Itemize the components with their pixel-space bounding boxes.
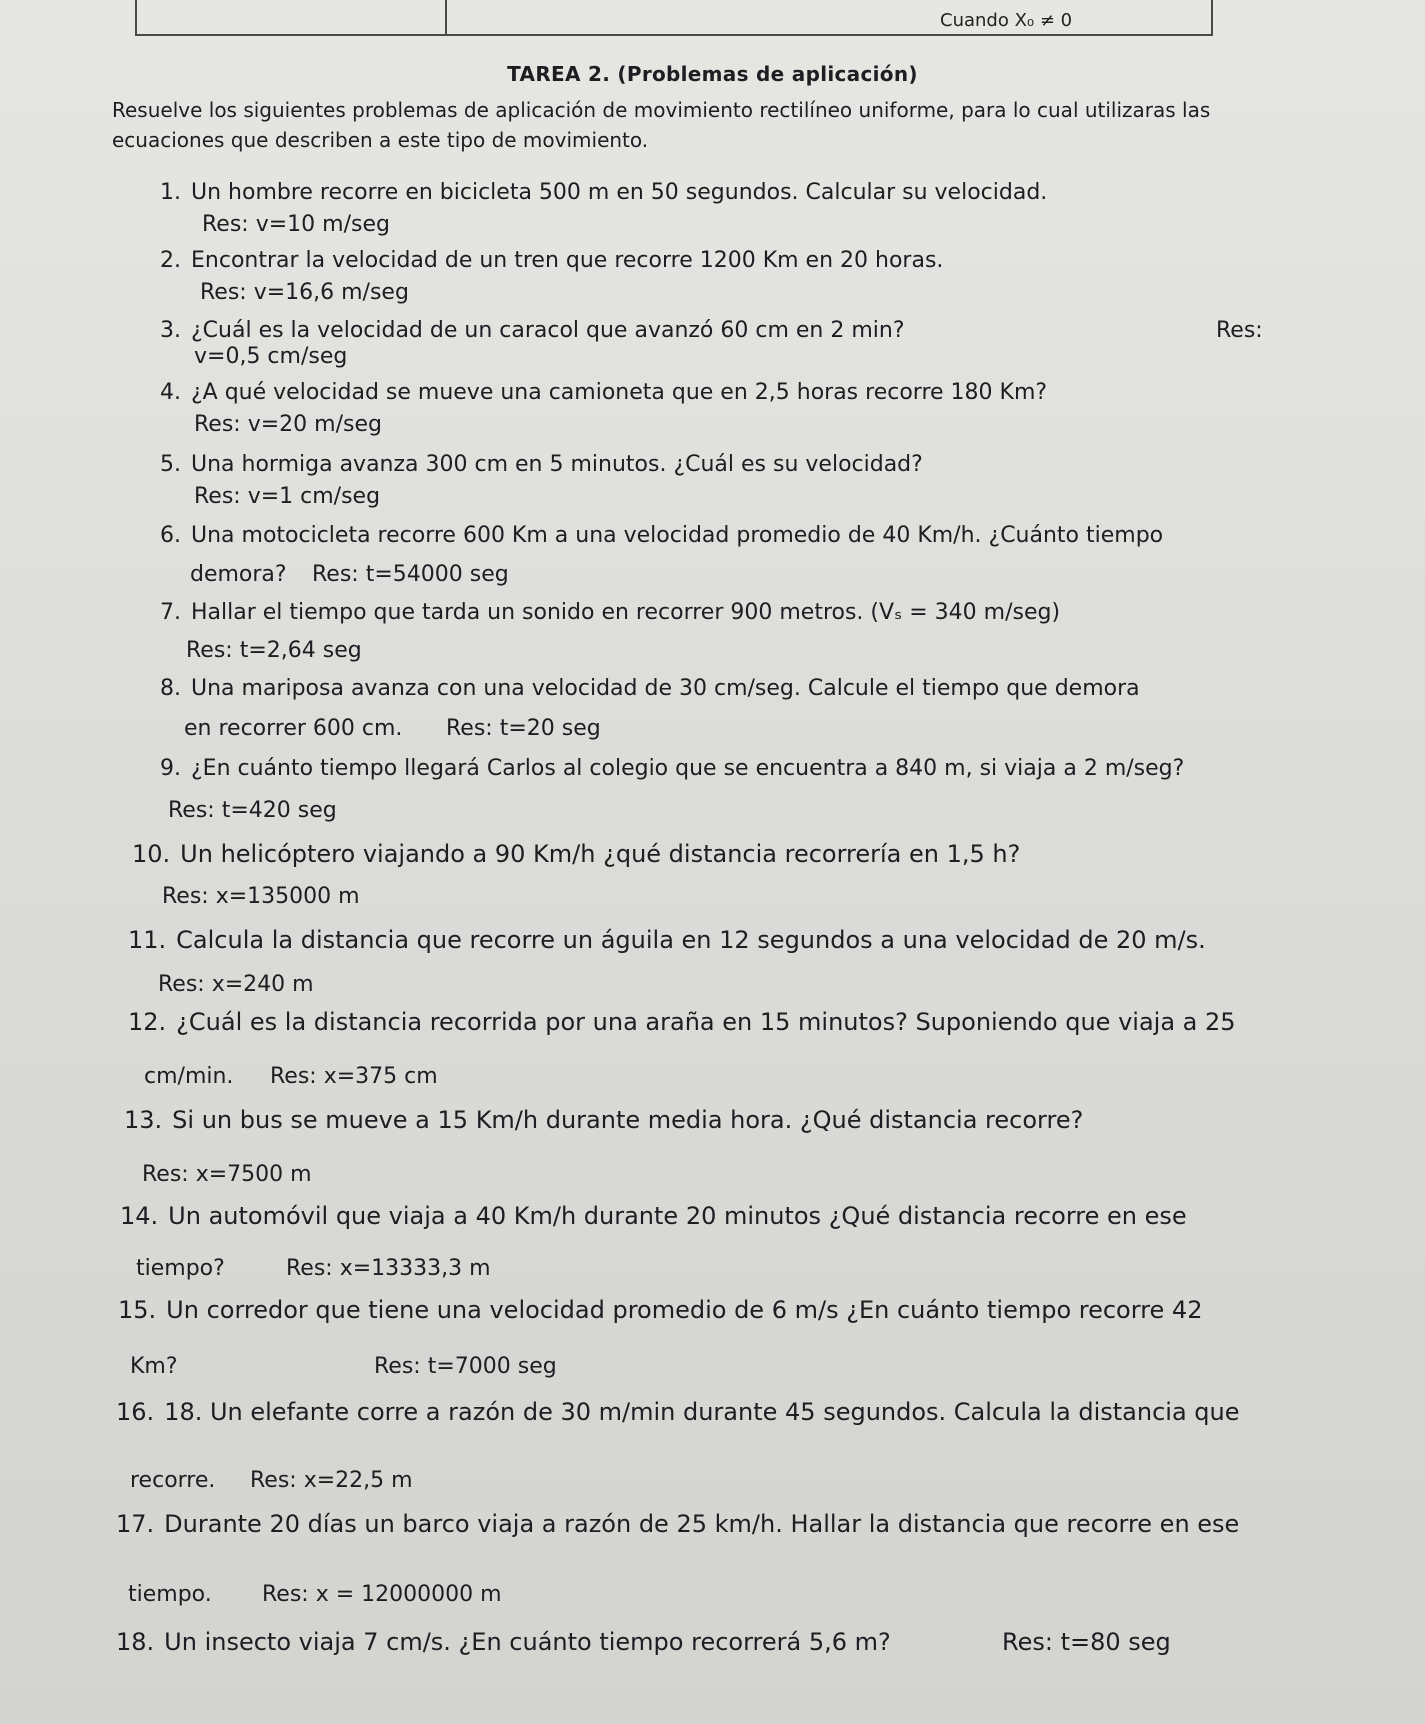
problem-number: 1. [160,180,181,205]
problem-11-answer: Res: x=240 m [158,972,314,997]
problem-text: ¿A qué velocidad se mueve una camioneta que en 2,5 horas recorre 180 Km? [191,380,1048,405]
problem-9 [160,756,1184,781]
problem-9-answer: Res: t=420 seg [168,798,337,823]
problem-18-answer: Res: t=80 seg [1002,1628,1171,1656]
problem-number: 2. [160,248,181,273]
problem-text: ¿Cuál es la velocidad de un caracol que avanzó 60 cm en 2 min? [191,318,905,343]
problem-3-answer: v=0,5 cm/seg [194,344,348,369]
problem-17 [116,1510,1239,1538]
problem-8-cont: en recorrer 600 cm. [184,716,403,741]
problem-16 [116,1398,1239,1426]
problem-12 [128,1008,1236,1036]
problem-text: ¿Cuál es la distancia recorrida por una araña en 15 minutos? Suponiendo que viaja a 25 [176,1008,1236,1036]
problem-12-answer: Res: x=375 cm [270,1064,438,1089]
problem-number: 4. [160,380,181,405]
problem-13 [124,1106,1083,1134]
table-border-left [135,0,137,34]
problem-text: Durante 20 días un barco viaja a razón de 25 km/h. Hallar la distancia que recorre en ese [164,1510,1240,1538]
problem-15-cont: Km? [130,1354,178,1379]
problem-16-cont: recorre. [130,1468,216,1493]
problem-8-answer: Res: t=20 seg [446,716,601,741]
problem-15 [118,1296,1202,1324]
problem-8 [160,676,1140,701]
problem-text: Un automóvil que viaja a 40 Km/h durante 20 minutos ¿Qué distancia recorre en ese [168,1202,1187,1230]
problem-14-cont: tiempo? [136,1256,225,1281]
problem-3-res-label: Res: [1216,318,1263,343]
problem-13-answer: Res: x=7500 m [142,1162,312,1187]
problem-text: Hallar el tiempo que tarda un sonido en recorrer 900 metros. (Vₛ = 340 m/seg) [191,600,1061,625]
problem-number: 9. [160,756,181,781]
problem-number: 13. [124,1106,163,1134]
problem-3 [160,318,905,343]
problem-text: 18. Un elefante corre a razón de 30 m/min durante 45 segundos. Calcula la distancia que [164,1398,1240,1426]
problem-17-answer: Res: x = 12000000 m [262,1582,502,1607]
table-divider [445,0,447,34]
problem-15-answer: Res: t=7000 seg [374,1354,557,1379]
problem-6-answer: Res: t=54000 seg [312,562,509,587]
problem-4 [160,380,1047,405]
problem-text: Una hormiga avanza 300 cm en 5 minutos. ¿Cuál es su velocidad? [191,452,923,477]
problem-text: Un hombre recorre en bicicleta 500 m en 50 segundos. Calcular su velocidad. [191,180,1048,205]
problem-12-cont: cm/min. [144,1064,234,1089]
problem-10 [132,840,1020,868]
problem-number: 11. [128,926,167,954]
problem-6 [160,523,1163,548]
problem-11 [128,926,1206,954]
problem-number: 14. [120,1202,159,1230]
problem-16-answer: Res: x=22,5 m [250,1468,413,1493]
problem-number: 16. [116,1398,155,1426]
problem-text: Encontrar la velocidad de un tren que recorre 1200 Km en 20 horas. [191,248,944,273]
problem-7-answer: Res: t=2,64 seg [186,638,362,663]
problem-5 [160,452,923,477]
problem-1-answer: Res: v=10 m/seg [202,212,390,237]
problem-7 [160,600,1060,625]
problem-text: Un corredor que tiene una velocidad promedio de 6 m/s ¿En cuánto tiempo recorre 42 [166,1296,1203,1324]
problem-14 [120,1202,1187,1230]
problem-text: ¿En cuánto tiempo llegará Carlos al colegio que se encuentra a 840 m, si viaja a 2 m/seg? [191,756,1185,781]
problem-4-answer: Res: v=20 m/seg [194,412,382,437]
problem-number: 18. [116,1628,155,1656]
problem-17-cont: tiempo. [128,1582,212,1607]
instructions: Resuelve los siguientes problemas de aplicación de movimiento rectilíneo uniforme, para lo cual utilizaras las ecuaciones que describen a este tipo de movimiento. [112,98,1211,152]
problem-number: 10. [132,840,171,868]
problem-2 [160,248,943,273]
problem-text: Una mariposa avanza con una velocidad de 30 cm/seg. Calcule el tiempo que demora [191,676,1140,701]
problem-text: Calcula la distancia que recorre un águila en 12 segundos a una velocidad de 20 m/s. [176,926,1206,954]
problem-text: Si un bus se mueve a 15 Km/h durante media hora. ¿Qué distancia recorre? [172,1106,1084,1134]
problem-18 [116,1628,891,1656]
table-border-right [1211,0,1213,34]
problem-5-answer: Res: v=1 cm/seg [194,484,381,509]
problem-10-answer: Res: x=135000 m [162,884,360,909]
problem-text: Un insecto viaja 7 cm/s. ¿En cuánto tiempo recorrerá 5,6 m? [164,1628,891,1656]
problem-number: 7. [160,600,181,625]
problem-14-answer: Res: x=13333,3 m [286,1256,491,1281]
problem-number: 17. [116,1510,155,1538]
problem-2-answer: Res: v=16,6 m/seg [200,280,409,305]
problem-text: Un helicóptero viajando a 90 Km/h ¿qué distancia recorrería en 1,5 h? [180,840,1021,868]
problem-text: Una motocicleta recorre 600 Km a una velocidad promedio de 40 Km/h. ¿Cuánto tiempo [191,523,1164,548]
problem-1 [160,180,1047,205]
problem-number: 6. [160,523,181,548]
problem-number: 8. [160,676,181,701]
problem-number: 12. [128,1008,167,1036]
problem-number: 5. [160,452,181,477]
page-title: TAREA 2. (Problemas de aplicación) [507,62,918,86]
problem-number: 15. [118,1296,157,1324]
top-formula: Cuando X₀ ≠ 0 [940,10,1073,31]
problem-6-cont: demora? [190,562,287,587]
problem-number: 3. [160,318,181,343]
